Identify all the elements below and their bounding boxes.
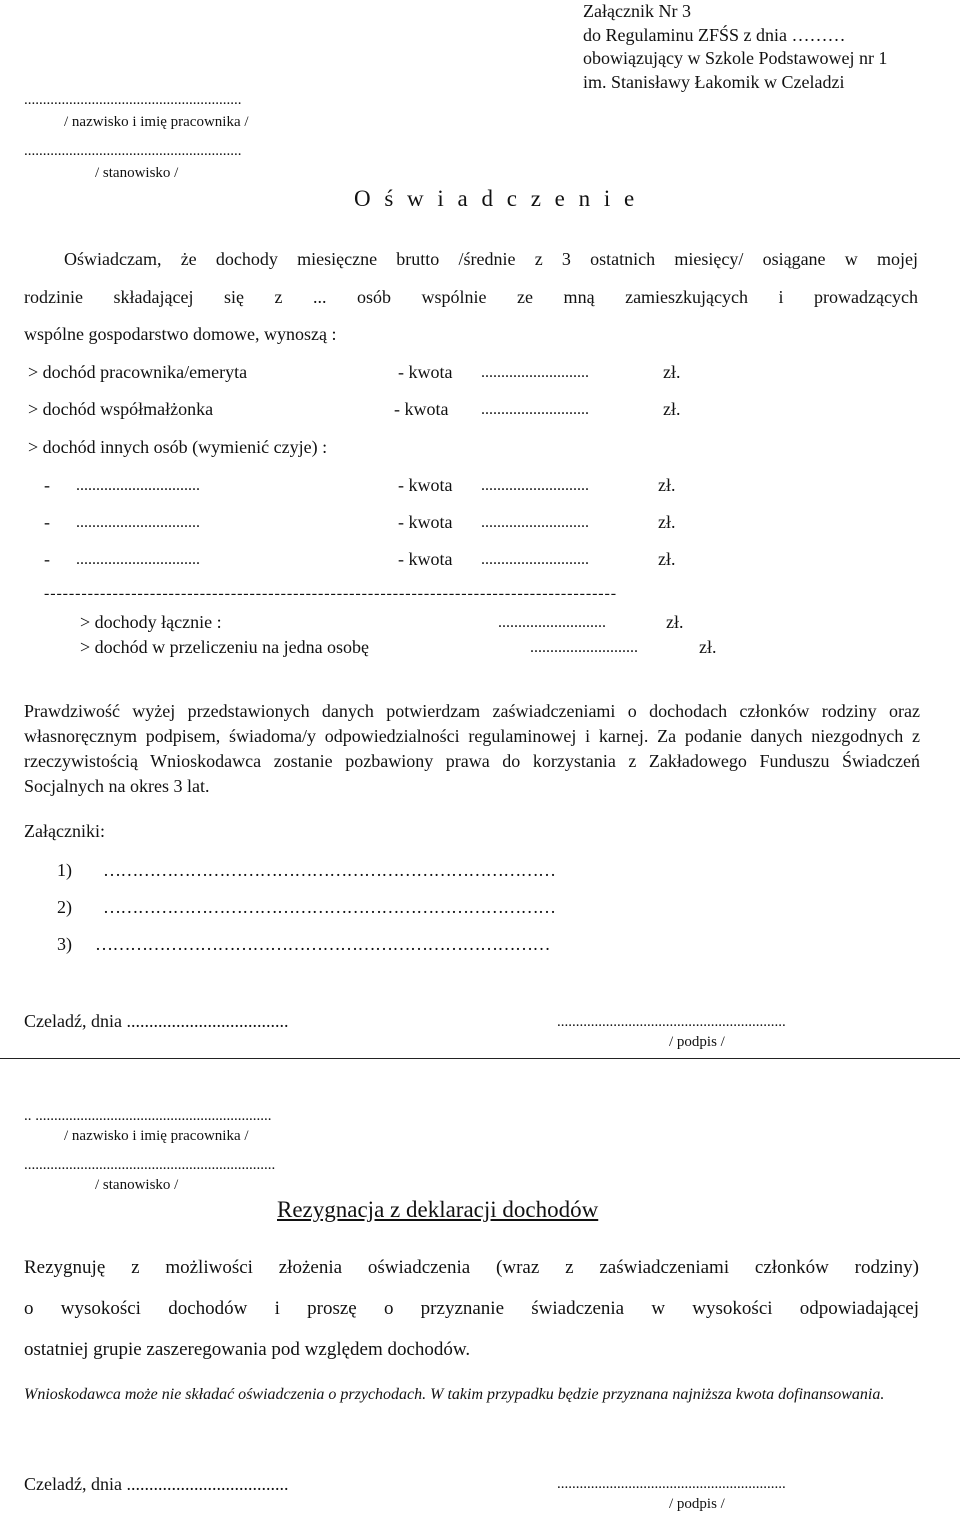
employee-name-label: / nazwisko i imię pracownika /	[64, 1128, 249, 1144]
applicant-note: Wnioskodawca może nie składać oświadczenia o przychodach. W takim przypadku będzie przyznana najniższa kwota dofinansowania.	[24, 1386, 885, 1403]
other-unit: zł.	[658, 512, 676, 532]
per-person-label: > dochód w przeliczeniu na jedna osobę	[80, 637, 370, 657]
declaration-line-1: Oświadczam, że dochody miesięczne brutto /średnie z 3 ostatnich miesięcy/ osiągane w mojej	[64, 249, 918, 269]
section-divider	[0, 1058, 960, 1059]
other-person-field[interactable]: ...............................	[76, 477, 200, 494]
other-person-field[interactable]: ...............................	[76, 551, 200, 568]
resignation-line-1: Rezygnuję z możliwości złożenia oświadczenia (wraz z zaświadczeniami członków rodziny)	[24, 1257, 919, 1278]
declaration-title: O ś w i a d c z e n i e	[354, 186, 639, 211]
other-income-label: > dochód innych osób (wymienić czyje) :	[28, 437, 328, 457]
income-label-spouse: > dochód współmałżonka	[28, 399, 214, 419]
other-person-field[interactable]: ...............................	[76, 514, 200, 531]
other-kwota-label: - kwota	[398, 475, 453, 495]
position-label: / stanowisko /	[95, 1177, 179, 1193]
other-amount-field[interactable]: ...........................	[481, 551, 589, 568]
per-person-unit: zł.	[699, 637, 717, 657]
attachment-field[interactable]: ……………………………………………………………………	[95, 934, 550, 954]
signature-field[interactable]: .............................................................	[557, 1476, 786, 1492]
attachment-number: 1)	[57, 860, 72, 880]
place-date[interactable]: Czeladź, dnia ....................................	[24, 1011, 289, 1031]
truthfulness-statement: Prawdziwość wyżej przedstawionych danych potwierdzam zaświadczeniami o dochodach członków rodziny oraz własnoręcznym podpisem, świadoma/y odpowiedzialności regulaminowej i karnej. Za podanie danych niezgodnych z rzeczywistością Wnioskodawca zostanie pozbawiony prawa do korzystania z Zakładowego Funduszu Świadczeń Socjalnych na okres 3 lat.	[24, 701, 920, 796]
other-amount-field[interactable]: ...........................	[481, 514, 589, 531]
position-field[interactable]: ...................................................................	[24, 1157, 276, 1173]
annex-header-line: obowiązujący w Szkole Podstawowej nr 1	[583, 48, 888, 68]
other-unit: zł.	[658, 475, 676, 495]
annex-header-line: do Regulaminu ZFŚS z dnia ………	[583, 24, 846, 45]
annex-header	[583, 0, 887, 94]
resignation-title: Rezygnacja z deklaracji dochodów	[277, 1197, 599, 1222]
income-kwota-label: - kwota	[398, 362, 453, 382]
signature-label: / podpis /	[669, 1034, 725, 1050]
income-kwota-label: - kwota	[394, 399, 449, 419]
other-unit: zł.	[658, 549, 676, 569]
annex-header-line: im. Stanisławy Łakomik w Czeladzi	[583, 71, 845, 92]
other-amount-field[interactable]: ...........................	[481, 477, 589, 494]
total-income-label: > dochody łącznie :	[80, 612, 222, 632]
other-dash: -	[44, 549, 50, 569]
other-dash: -	[44, 475, 50, 495]
attachment-number: 2)	[57, 897, 72, 917]
other-kwota-label: - kwota	[398, 512, 453, 532]
income-unit: zł.	[663, 399, 681, 419]
total-income-field[interactable]: ...........................	[498, 614, 606, 631]
position-label: / stanowisko /	[95, 165, 179, 181]
other-dash: -	[44, 512, 50, 532]
per-person-field[interactable]: ...........................	[530, 639, 638, 656]
annex-header-line: Załącznik Nr 3	[583, 1, 691, 21]
attachment-number: 3)	[57, 934, 72, 954]
position-field[interactable]: ..........................................................	[24, 143, 242, 159]
resignation-line-3: ostatniej grupie zaszeregowania pod względem dochodów.	[24, 1339, 471, 1360]
attachment-field[interactable]: ……………………………………………………………………	[103, 860, 556, 880]
employee-name-field[interactable]: ..........................................................	[24, 92, 242, 108]
employee-name-label: / nazwisko i imię pracownika /	[64, 114, 249, 130]
place-date[interactable]: Czeladź, dnia ....................................	[24, 1474, 289, 1494]
signature-label: / podpis /	[669, 1496, 725, 1512]
total-income-unit: zł.	[666, 612, 684, 632]
income-label-employee: > dochód pracownika/emeryta	[28, 362, 248, 382]
dashed-separator: --------------------------------------------------------------------------------------------	[44, 585, 617, 602]
income-amount-field[interactable]: ...........................	[481, 401, 589, 418]
employee-name-field[interactable]: .. ...............................................................	[24, 1108, 272, 1124]
other-kwota-label: - kwota	[398, 549, 453, 569]
income-amount-field[interactable]: ...........................	[481, 364, 589, 381]
income-unit: zł.	[663, 362, 681, 382]
declaration-line-2: rodzinie składającej się z ... osób wspólnie ze mną zamieszkujących i prowadzących	[24, 287, 918, 307]
attachments-label: Załączniki:	[24, 821, 105, 841]
declaration-line-3: wspólne gospodarstwo domowe, wynoszą :	[24, 324, 337, 344]
signature-field[interactable]: .............................................................	[557, 1014, 786, 1030]
resignation-line-2: o wysokości dochodów i proszę o przyznanie świadczenia w wysokości odpowiadającej	[24, 1298, 919, 1319]
attachment-field[interactable]: ……………………………………………………………………	[103, 897, 556, 917]
